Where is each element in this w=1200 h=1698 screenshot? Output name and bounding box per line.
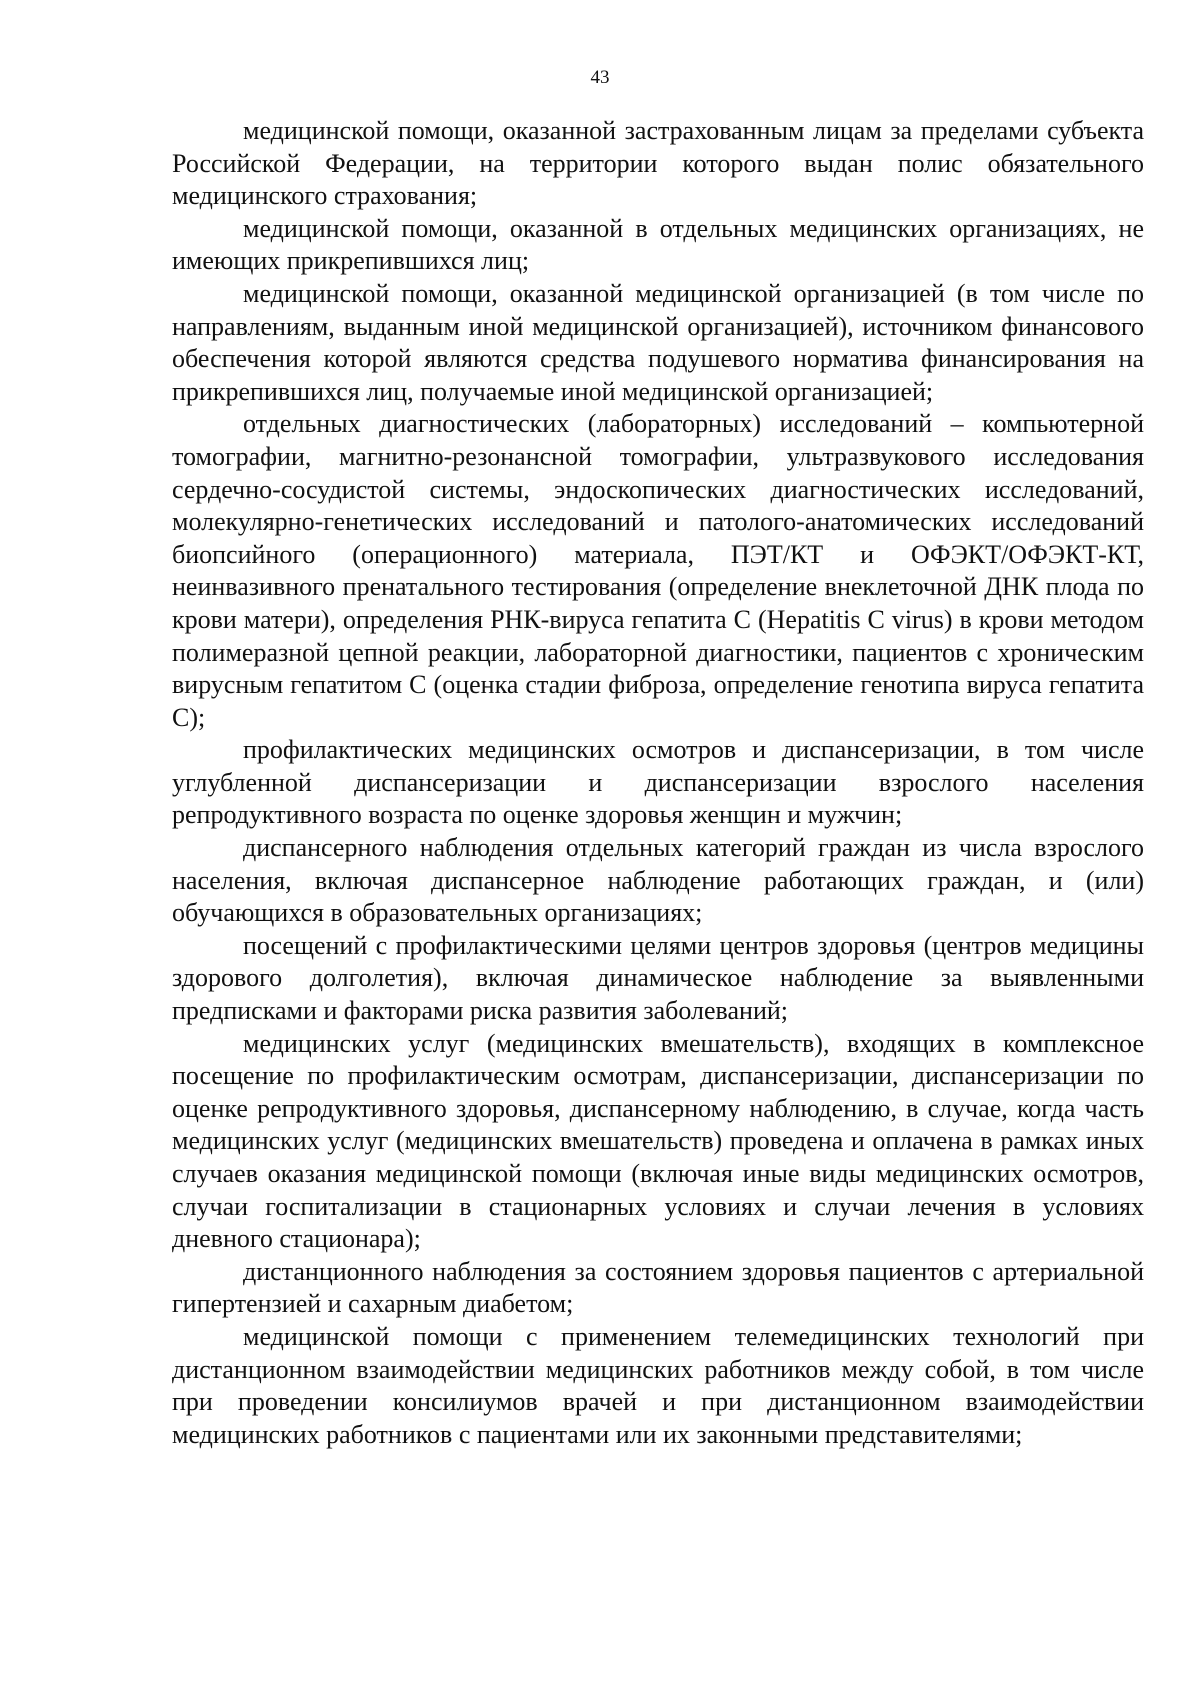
- document-body: [172, 115, 1144, 1451]
- paragraph-2: медицинской помощи, оказанной в отдельных медицинских организациях, не имеющих прикрепившихся лиц;: [172, 213, 1144, 276]
- paragraph-9: дистанционного наблюдения за состоянием здоровья пациентов с артериальной гипертензией и сахарным диабетом;: [172, 1256, 1144, 1319]
- paragraph-5: профилактических медицинских осмотров и диспансеризации, в том числе углубленной диспансеризации и диспансеризации взрослого населения репродуктивного возраста по оценке здоровья женщин и мужчин;: [172, 735, 1144, 830]
- paragraph-10: медицинской помощи с применением телемедицинских технологий при дистанционном взаимодействии медицинских работников между собой, в том числе при проведении консилиумов врачей и при дистанционном взаимодействии медицинских работников с пациентами или их законными представителями;: [172, 1321, 1144, 1449]
- paragraph-8: медицинских услуг (медицинских вмешательств), входящих в комплексное посещение по профилактическим осмотрам, диспансеризации, диспансеризации по оценке репродуктивного здоровья, диспансерному наблюдению, в случае, когда часть медицинских услуг (медицинских вмешательств) проведена и оплачена в рамках иных случаев оказания медицинской помощи (включая иные виды медицинских осмотров, случаи госпитализации в стационарных условиях и случаи лечения в условиях дневного стационара);: [172, 1028, 1144, 1254]
- paragraph-6: диспансерного наблюдения отдельных категорий граждан из числа взрослого населения, включая диспансерное наблюдение работающих граждан, и (или) обучающихся в образовательных организациях;: [172, 833, 1144, 928]
- paragraph-1: медицинской помощи, оказанной застрахованным лицам за пределами субъекта Российской Федерации, на территории которого выдан полис обязательного медицинского страхования;: [172, 116, 1144, 211]
- paragraph-4: отдельных диагностических (лабораторных) исследований – компьютерной томографии, магнитно-резонансной томографии, ультразвукового исследования сердечно-сосудистой системы, эндоскопических диагностических исследований, молекулярно-генетических исследований и патолого-анатомических исследований биопсийного (операционного) материала, ПЭТ/КТ и ОФЭКТ/ОФЭКТ-КТ, неинвазивного пренатального тестирования (определение внеклеточной ДНК плода по крови матери), определения РНК-вируса гепатита С (Hepatitis C virus) в крови методом полимеразной цепной реакции, лабораторной диагностики, пациентов с хроническим вирусным гепатитом С (оценка стадии фиброза, определение генотипа вируса гепатита С);: [172, 409, 1144, 732]
- page-number: 43: [590, 67, 610, 88]
- paragraph-7: посещений с профилактическими целями центров здоровья (центров медицины здорового долголетия), включая динамическое наблюдение за выявленными предписками и факторами риска развития заболеваний;: [172, 930, 1144, 1026]
- paragraph-3: медицинской помощи, оказанной медицинской организацией (в том числе по направлениям, выданным иной медицинской организацией), источником финансового обеспечения которой являются средства подушевого норматива финансирования на прикрепившихся лиц, получаемые иной медицинской организацией;: [172, 278, 1144, 406]
